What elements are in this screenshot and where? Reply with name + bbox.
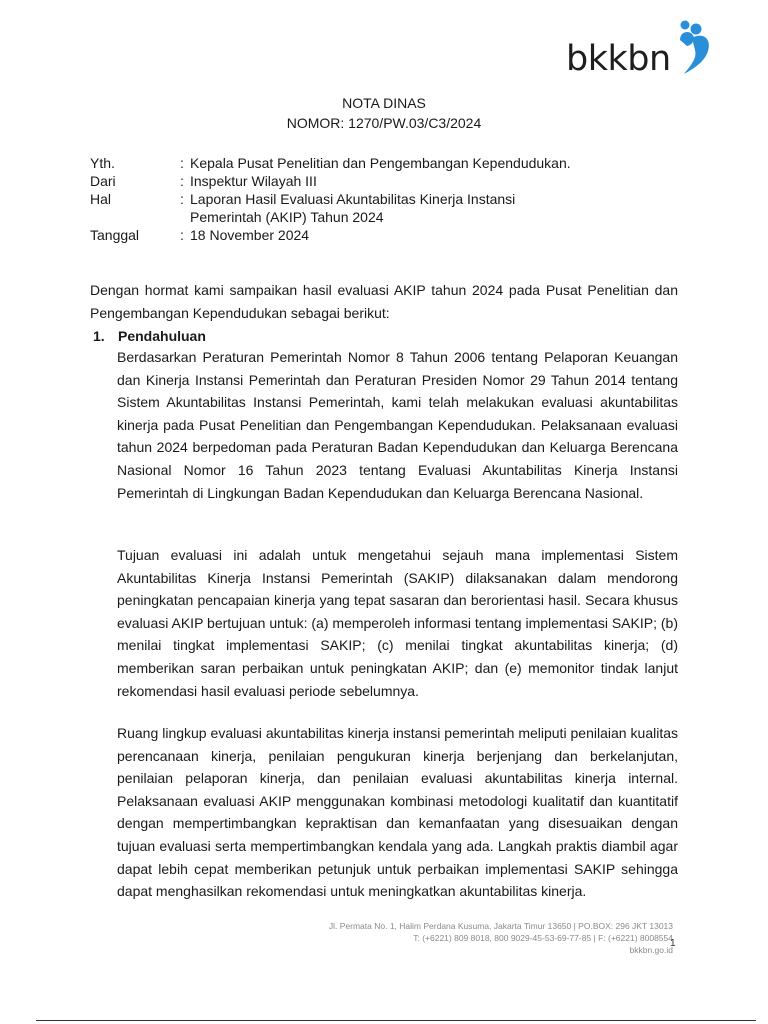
paragraph: Berdasarkan Peraturan Pemerintah Nomor 8 Tahun 2006 tentang Pelaporan Keuangan dan Kinerja Instansi Pemerintah dan Peraturan Presiden Nomor 29 Tahun 2014 tentang Sistem Akuntabilitas Instansi Pemerintah, kami telah melakukan evaluasi akuntabilitas kinerja pada Pusat Penelitian dan Pengembangan Kependudukan. Pelaksanaan evaluasi tahun 2024 berpedoman pada Peraturan Badan Kependudukan dan Keluarga Berencana Nasional Nomor 16 Tahun 2023 tentang Evaluasi Akuntabilitas Kinerja Instansi Pemerintah di Lingkungan Badan Kependudukan dan Keluarga Berencana Nasional. [117, 349, 678, 501]
meta-label: Hal [90, 191, 112, 207]
meta-value: Laporan Hasil Evaluasi Akuntabilitas Kinerja Instansi Pemerintah (AKIP) Tahun 2024 [190, 191, 516, 225]
paragraph: Tujuan evaluasi ini adalah untuk mengetahui sejauh mana implementasi Sistem Akuntabilitas Kinerja Instansi Pemerintah (SAKIP) dilaksanakan dalam mendorong peningkatan pencapaian kinerja yang tepat sasaran dan berorientasi hasil. Secara khusus evaluasi AKIP bertujuan untuk: (a) memperoleh informasi tentang implementasi SAKIP; (b) menilai tingkat implementasi SAKIP; (c) menilai tingkat akuntabilitas kinerja; (d) memberikan saran perbaikan untuk peningkatan AKIP; dan (e) memonitor tindak lanjut rekomendasi hasil evaluasi periode sebelumnya. [117, 547, 678, 699]
bkkbn-logo [566, 18, 716, 82]
meta-row-tanggal: Tanggal : 18 November 2024 [90, 226, 630, 244]
intro-paragraph: Dengan hormat kami sampaikan hasil evaluasi AKIP tahun 2024 pada Pusat Penelitian dan Pengembangan Kependudukan sebagai berikut: [90, 282, 678, 321]
footer-address: Jl. Permata No. 1, Halim Perdana Kusuma, Jakarta Timur 13650 | PO.BOX: 296 JKT 13013 [328, 921, 673, 931]
meta-label: Dari [90, 173, 116, 189]
section-title: Pendahuluan [118, 328, 206, 344]
meta-label: Yth. [90, 155, 115, 171]
document-title: NOTA DINAS [342, 95, 426, 111]
meta-value: Kepala Pusat Penelitian dan Pengembangan Kependudukan. [190, 155, 571, 171]
meta-value: Inspektur Wilayah III [190, 173, 317, 189]
section-heading [93, 326, 206, 346]
meta-row-hal: Hal : Laporan Hasil Evaluasi Akuntabilitas Kinerja Instansi Pemerintah (AKIP) Tahun 2024 [90, 190, 630, 226]
meta-label: Tanggal [90, 227, 140, 243]
page-number: 1 [670, 938, 676, 949]
footer-website: bkkbn.go.id [629, 945, 673, 955]
document-number: NOMOR: 1270/PW.03/C3/2024 [286, 115, 482, 131]
letterhead-footer [329, 920, 673, 956]
logo-mark-icon [670, 18, 714, 80]
footer-phone: T: (+6221) 809 8018, 800 9029-45-53-69-77-85 | F: (+6221) 8008554 [413, 933, 673, 943]
memo-header-fields [90, 154, 630, 244]
meta-row-yth: Yth. : Kepala Pusat Penelitian dan Pengembangan Kependudukan. [90, 154, 630, 172]
paragraph: Ruang lingkup evaluasi akuntabilitas kinerja instansi pemerintah meliputi penilaian kualitas perencanaan kinerja, penilaian pengukuran kinerja berjenjang dan berkelanjutan, penilaian pelaporan kinerja, dan penilaian evaluasi akuntabilitas kinerja internal. Pelaksanaan evaluasi AKIP menggunakan kombinasi metodologi kualitatif dan kuantitatif dengan mempertimbangkan kepraktisan dan kemanfaatan yang disesuaikan dengan tujuan evaluasi serta mempertimbangkan kendala yang ada. Langkah praktis diambil agar dapat lebih cepat memberikan petunjuk untuk perbaikan implementasi SAKIP sehingga dapat menghasilkan rekomendasi untuk meningkatkan akuntabilitas kinerja. [117, 725, 678, 900]
section-number: 1. [93, 328, 105, 344]
logo-wordmark: bkkbn [566, 39, 671, 79]
meta-value: 18 November 2024 [190, 227, 310, 243]
meta-row-dari: Dari : Inspektur Wilayah III [90, 172, 630, 190]
page-divider [36, 1020, 756, 1021]
